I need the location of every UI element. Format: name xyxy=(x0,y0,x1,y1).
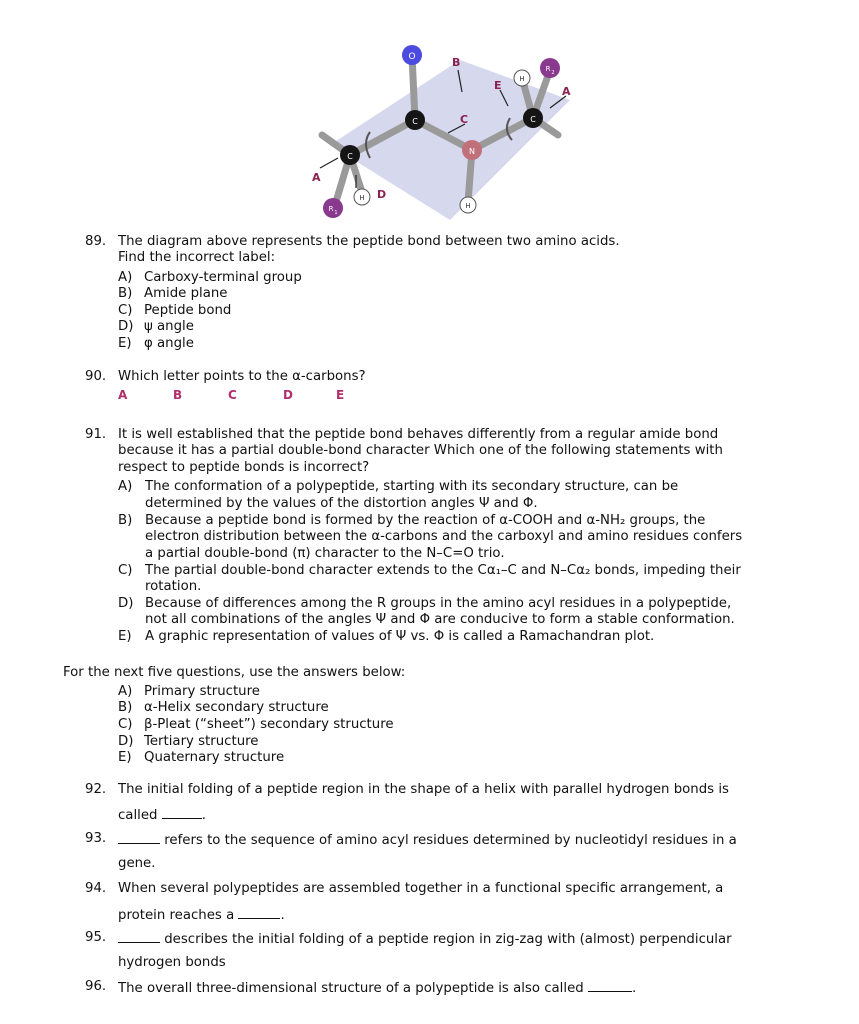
option-letter: D) xyxy=(118,596,134,611)
answer-blank[interactable] xyxy=(118,930,160,943)
question-number: 91. xyxy=(85,427,107,442)
question-stem-line: The diagram above represents the peptide bond between two amino acids. xyxy=(118,234,620,249)
question-stem-line: because it has a partial double-bond character Which one of the following statements with xyxy=(118,443,723,458)
option: B) α-Helix secondary structure xyxy=(118,700,329,715)
option-line: Because of differences among the R groups in the amino acyl residues in a polypeptide, xyxy=(145,596,732,611)
option-line: rotation. xyxy=(145,579,202,594)
option: D) Tertiary structure xyxy=(118,734,259,749)
svg-text:2: 2 xyxy=(551,70,555,76)
answer-d: D xyxy=(283,388,293,402)
answer-c: C xyxy=(228,388,237,402)
label-a2: A xyxy=(562,85,571,98)
option-letter: B) xyxy=(118,513,133,528)
question-stem-line: respect to peptide bonds is incorrect? xyxy=(118,460,370,475)
question-stem-line: When several polypeptides are assembled together in a functional specific arrangement, a xyxy=(118,881,724,896)
question-number: 89. xyxy=(85,234,107,249)
svg-text:N: N xyxy=(469,147,475,156)
svg-text:C: C xyxy=(530,115,536,124)
option: C) β-Pleat (“sheet”) secondary structure xyxy=(118,717,394,732)
question-stem-line: The initial folding of a peptide region in the shape of a helix with parallel hydrogen bonds is xyxy=(118,782,729,797)
svg-text:H: H xyxy=(359,194,365,202)
question-number: 93. xyxy=(85,831,107,846)
atom-o xyxy=(402,45,422,65)
label-b: B xyxy=(452,56,461,69)
answer-choices xyxy=(118,388,344,403)
answer-blank[interactable] xyxy=(118,831,160,844)
question-number: 96. xyxy=(85,979,107,994)
question-stem-line: Find the incorrect label: xyxy=(118,250,276,265)
question-stem-line: gene. xyxy=(118,856,156,871)
option-line: A graphic representation of values of Ψ vs. Φ is called a Ramachandran plot. xyxy=(145,629,655,644)
question-stem-line: It is well established that the peptide bond behaves differently from a regular amide bond xyxy=(118,427,719,442)
option: C) Peptide bond xyxy=(118,303,232,318)
question-number: 90. xyxy=(85,369,107,384)
svg-text:C: C xyxy=(412,117,418,126)
question-stem-line: protein reaches a . xyxy=(118,908,285,923)
atom-n xyxy=(462,140,482,160)
option: A) Primary structure xyxy=(118,684,260,699)
atom-h2 xyxy=(460,197,476,213)
option-line: electron distribution between the α-carbons and the carboxyl and amino residues confers xyxy=(145,529,743,544)
option-line: not all combinations of the angles Ψ and Φ are conducive to form a stable conformation. xyxy=(145,612,735,627)
svg-text:R: R xyxy=(545,65,551,73)
atom-carbonyl-c xyxy=(405,110,425,130)
question-stem-line: hydrogen bonds xyxy=(118,955,226,970)
question-number: 92. xyxy=(85,782,107,797)
option: E) Quaternary structure xyxy=(118,750,285,765)
svg-text:C: C xyxy=(347,152,353,161)
answer-blank[interactable] xyxy=(588,979,632,992)
question-number: 95. xyxy=(85,930,107,945)
option-line: Because a peptide bond is formed by the reaction of α-COOH and α-NH₂ groups, the xyxy=(145,513,706,528)
atom-r1 xyxy=(323,198,343,218)
option-letter: A) xyxy=(118,479,133,494)
atom-h3 xyxy=(514,70,530,86)
question-number: 94. xyxy=(85,881,107,896)
question-stem-line: refers to the sequence of amino acyl residues determined by nucleotidyl residues in a xyxy=(118,831,737,848)
option-line: The conformation of a polypeptide, starting with its secondary structure, can be xyxy=(145,479,679,494)
svg-text:H: H xyxy=(465,202,471,210)
atom-r2 xyxy=(540,58,560,78)
option: B) Amide plane xyxy=(118,286,228,301)
label-c: C xyxy=(460,113,469,126)
option-line: The partial double-bond character extends to the Cα₁–C and N–Cα₂ bonds, impeding their xyxy=(145,563,741,578)
option: A) Carboxy-terminal group xyxy=(118,270,302,285)
atom-alpha-c2 xyxy=(523,108,543,128)
answer-e: E xyxy=(336,388,345,402)
svg-text:R: R xyxy=(328,205,334,213)
label-d: D xyxy=(377,188,387,201)
option: D) ψ angle xyxy=(118,319,194,334)
question-stem-line: Which letter points to the α-carbons? xyxy=(118,369,366,384)
question-stem-line: The overall three-dimensional structure of a polypeptide is also called . xyxy=(118,981,637,996)
atom-h1 xyxy=(354,189,370,205)
answer-b: B xyxy=(173,388,183,402)
svg-text:1: 1 xyxy=(334,210,338,216)
svg-text:H: H xyxy=(519,75,525,83)
label-e: E xyxy=(494,79,502,92)
answer-blank[interactable] xyxy=(238,906,280,919)
question-stem-line: describes the initial folding of a peptide region in zig-zag with (almost) perpendicular xyxy=(118,930,732,947)
option-letter: C) xyxy=(118,563,133,578)
option-line: a partial double-bond (π) character to the N–C=O trio. xyxy=(145,546,505,561)
question-stem-line: called . xyxy=(118,808,206,823)
answer-blank[interactable] xyxy=(162,806,202,819)
option: E) φ angle xyxy=(118,336,194,351)
label-a1: A xyxy=(312,171,321,184)
atom-alpha-c1 xyxy=(340,145,360,165)
answer-a: A xyxy=(118,388,128,402)
option-letter: E) xyxy=(118,629,132,644)
section-intro: For the next five questions, use the answers below: xyxy=(63,665,406,680)
option-line: determined by the values of the distortion angles Ψ and Φ. xyxy=(145,496,538,511)
svg-text:O: O xyxy=(408,52,416,62)
peptide-bond-diagram xyxy=(300,40,600,225)
